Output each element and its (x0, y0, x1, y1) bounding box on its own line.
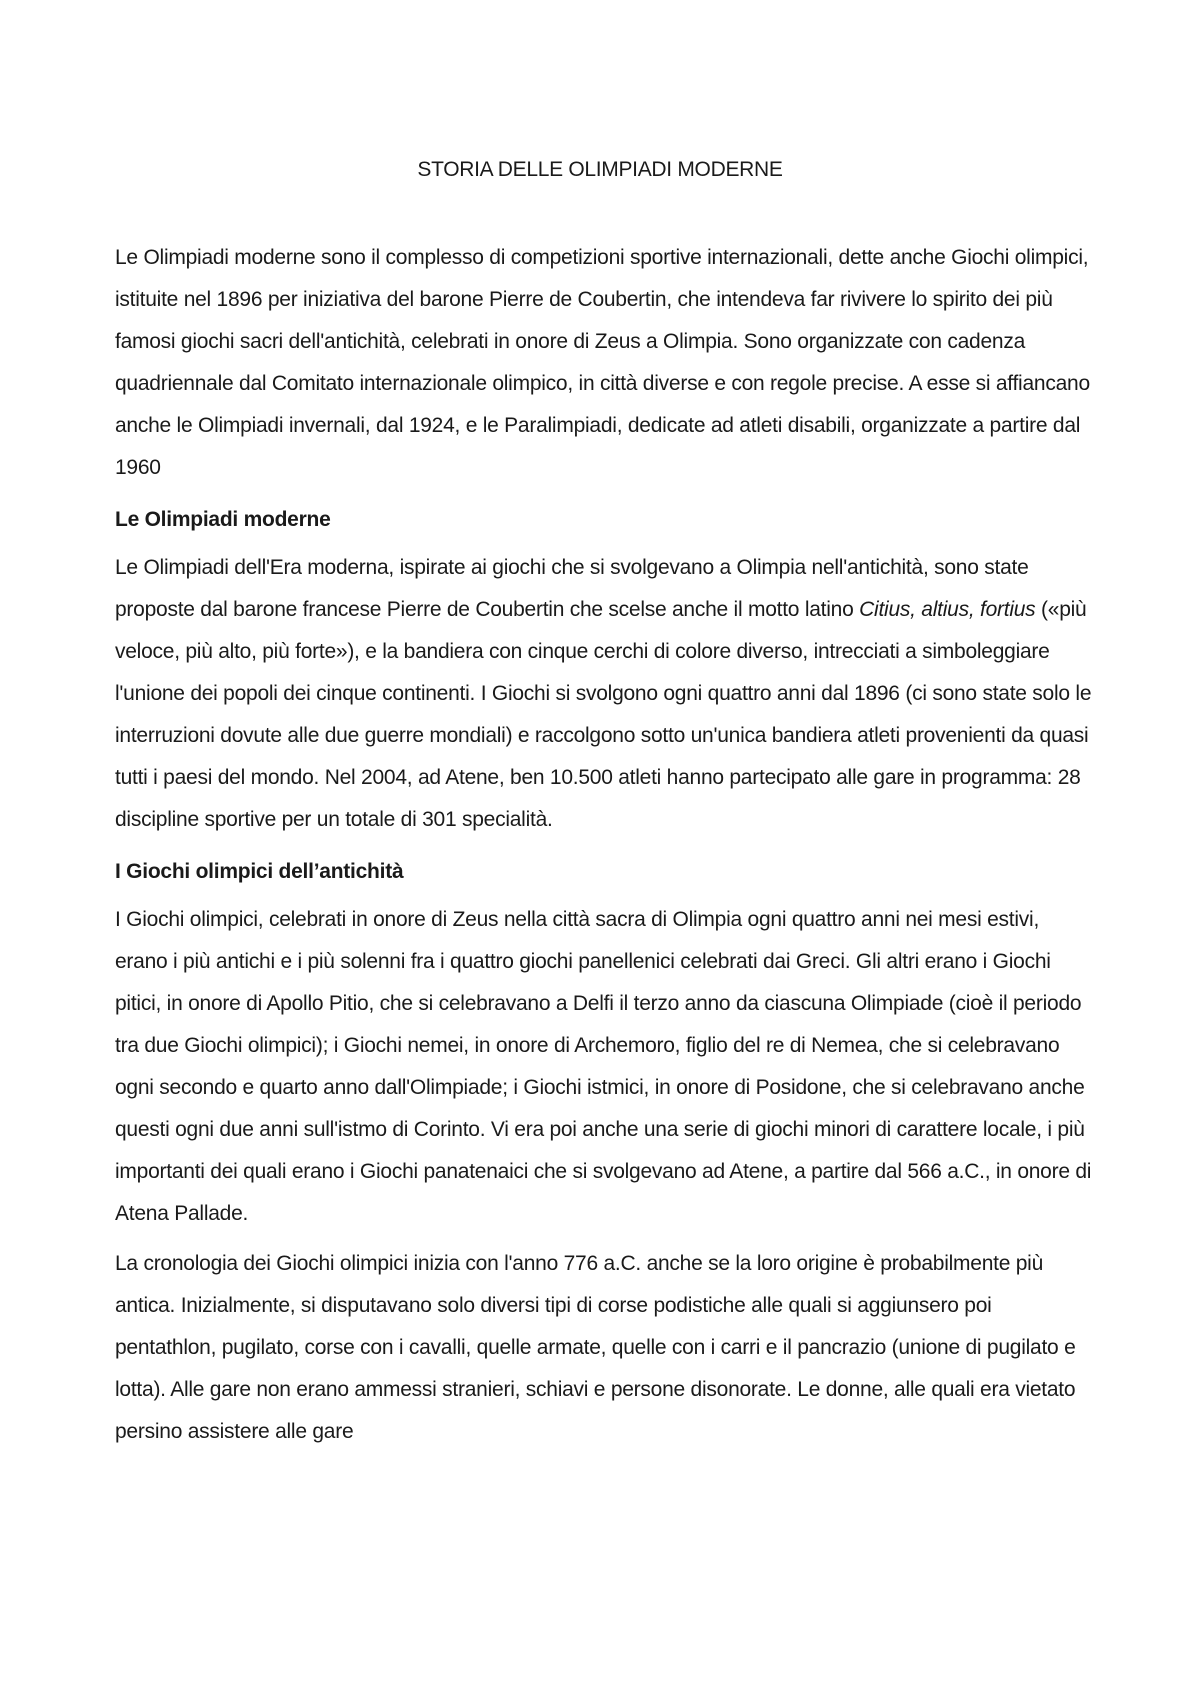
modern-olympics-paragraph (115, 547, 1095, 841)
paragraph-text-start: Le Olimpiadi dell'Era moderna, ispirate ai giochi che si svolgevano a Olimpia nell'antichità, sono state proposte dal barone francese Pierre de Coubertin che scelse anche il motto latino (115, 556, 1029, 621)
section-heading-modern-olympics: Le Olimpiadi moderne (115, 508, 331, 531)
paragraph-text-end: («più veloce, più alto, più forte»), e la bandiera con cinque cerchi di colore diverso, intrecciati a simboleggiare l'unione dei popoli dei cinque continenti. I Giochi si svolgono ogni quattro anni dal 1896 (ci sono state solo le interruzioni dovute alle due guerre mondiali) e raccolgono sotto un'unica bandiera atleti provenienti da quasi tutti i paesi del mondo. Nel 2004, ad Atene, ben 10.500 atleti hanno partecipato alle gare in programma: 28 discipline sportive per un totale di 301 specialità. (115, 598, 1092, 831)
section-heading-ancient-games: I Giochi olimpici dell’antichità (115, 860, 404, 883)
document-body (115, 237, 1095, 1453)
ancient-games-paragraph-2: La cronologia dei Giochi olimpici inizia con l'anno 776 a.C. anche se la loro origine è probabilmente più antica. Inizialmente, si disputavano solo diversi tipi di corse podistiche alle quali si aggiunsero poi pentathlon, pugilato, corse con i cavalli, quelle armate, quelle con i carri e il pancrazio (unione di pugilato e lotta). Alle gare non erano ammessi stranieri, schiavi e persone disonorate. Le donne, alle quali era vietato persino assistere alle gare (115, 1252, 1076, 1443)
document-title: STORIA DELLE OLIMPIADI MODERNE (417, 158, 783, 181)
intro-paragraph: Le Olimpiadi moderne sono il complesso di competizioni sportive internazionali, dette anche Giochi olimpici, istituite nel 1896 per iniziativa del barone Pierre de Coubertin, che intendeva far rivivere lo spirito dei più famosi giochi sacri dell'antichità, celebrati in onore di Zeus a Olimpia. Sono organizzate con cadenza quadriennale dal Comitato internazionale olimpico, in città diverse e con regole precise. A esse si affiancano anche le Olimpiadi invernali, dal 1924, e le Paralimpiadi, dedicate ad atleti disabili, organizzate a partire dal 1960 (115, 246, 1090, 479)
olympic-motto: Citius, altius, fortius (859, 598, 1036, 621)
ancient-games-paragraph-1: I Giochi olimpici, celebrati in onore di Zeus nella città sacra di Olimpia ogni quattro anni nei mesi estivi, erano i più antichi e i più solenni fra i quattro giochi panellenici celebrati dai Greci. Gli altri erano i Giochi pitici, in onore di Apollo Pitio, che si celebravano a Delfi il terzo anno da ciascuna Olimpiade (cioè il periodo tra due Giochi olimpici); i Giochi nemei, in onore di Archemoro, figlio del re di Nemea, che si celebravano ogni secondo e quarto anno dall'Olimpiade; i Giochi istmici, in onore di Posidone, che si celebravano anche questi ogni due anni sull'istmo di Corinto. Vi era poi anche una serie di giochi minori di carattere locale, i più importanti dei quali erano i Giochi panatenaici che si svolgevano ad Atene, a partire dal 566 a.C., in onore di Atena Pallade. (115, 908, 1092, 1225)
